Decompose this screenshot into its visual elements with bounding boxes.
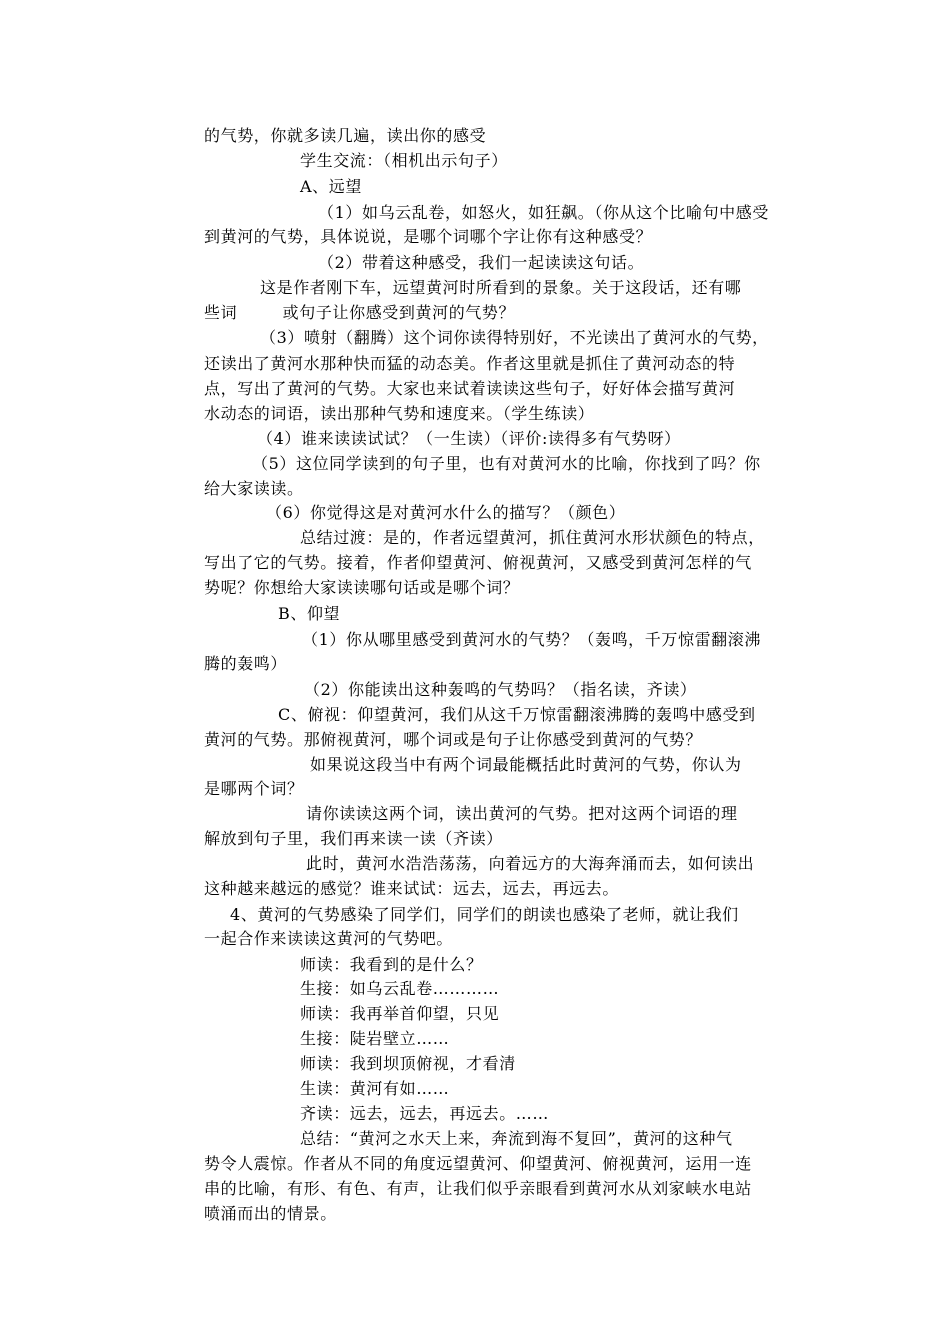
text-line: 总结：“黄河之水天上来，奔流到海不复回”，黄河的这种气 <box>300 1129 733 1148</box>
text-line: 学生交流：（相机出示句子） <box>300 151 508 170</box>
text-line: 喷涌而出的情景。 <box>204 1204 337 1223</box>
text-line: 写出了它的气势。接着，作者仰望黄河、俯视黄河，又感受到黄河怎样的气 <box>204 553 752 572</box>
text-line: 是哪两个词？ <box>204 779 304 798</box>
dialogue-line: 齐读：远去，远去，再远去。…… <box>300 1104 550 1123</box>
text-line: 到黄河的气势，具体说说，是哪个词哪个字让你有这种感受？ <box>204 227 653 246</box>
section-heading: C、俯视：仰望黄河，我们从这千万惊雷翻滚沸腾的轰鸣中感受到 <box>278 705 756 724</box>
text-line: 势令人震惊。作者从不同的角度远望黄河、仰望黄河、俯视黄河，运用一连 <box>204 1154 752 1173</box>
text-line: 点，写出了黄河的气势。大家也来试着读读这些句子，好好体会描写黄河 <box>204 379 736 398</box>
text-line: （5）这位同学读到的句子里，也有对黄河水的比喻，你找到了吗？你 <box>252 454 761 473</box>
text-line: （1）如乌云乱卷，如怒火，如狂飙。（你从这个比喻句中感受 <box>318 203 769 222</box>
text-line: 些词 或句子让你感受到黄河的气势？ <box>204 303 516 322</box>
text-line: 还读出了黄河水那种快而猛的动态美。作者这里就是抓住了黄河动态的特 <box>204 354 736 373</box>
text-line: （2）你能读出这种轰鸣的气势吗？（指名读，齐读） <box>304 680 697 699</box>
text-line: 的气势，你就多读几遍，读出你的感受 <box>204 126 487 145</box>
text-line: 如果说这段当中有两个词最能概括此时黄河的气势，你认为 <box>310 755 742 774</box>
section-heading: B、仰望 <box>278 604 341 623</box>
dialogue-line: 师读：我到坝顶俯视，才看清 <box>300 1054 516 1073</box>
text-line: 这是作者刚下车，远望黄河时所看到的景象。关于这段话，还有哪 <box>260 278 742 297</box>
dialogue-line: 生读：黄河有如…… <box>300 1079 450 1098</box>
text-line: 腾的轰鸣） <box>204 654 288 673</box>
text-line: （6）你觉得这是对黄河水什么的描写？（颜色） <box>266 503 626 522</box>
text-line: 给大家读读。 <box>204 479 304 498</box>
text-line: 水动态的词语，读出那种气势和速度来。（学生练读） <box>204 404 595 423</box>
text-line: 一起合作来读读这黄河的气势吧。 <box>204 929 454 948</box>
text-line: （3）喷射（翻腾）这个词你读得特别好，不光读出了黄河水的气势， <box>260 328 769 347</box>
dialogue-line: 师读：我看到的是什么？ <box>300 955 483 974</box>
section-heading: A、远望 <box>300 177 362 196</box>
dialogue-line: 师读：我再举首仰望，只见 <box>300 1004 500 1023</box>
text-line: 此时，黄河水浩浩荡荡，向着远方的大海奔涌而去，如何读出 <box>306 854 755 873</box>
text-line: 串的比喻，有形、有色、有声，让我们似乎亲眼看到黄河水从刘家峡水电站 <box>204 1179 752 1198</box>
text-line: 请你读读这两个词，读出黄河的气势。把对这两个词语的理 <box>306 804 738 823</box>
text-line: 黄河的气势。那俯视黄河，哪个词或是句子让你感受到黄河的气势？ <box>204 730 703 749</box>
text-line: 解放到句子里，我们再来读一读（齐读） <box>204 829 503 848</box>
text-line: 总结过渡：是的，作者远望黄河，抓住黄河水形状颜色的特点， <box>300 528 765 547</box>
text-line: （2）带着这种感受，我们一起读读这句话。 <box>318 253 645 272</box>
text-line: 势呢？你想给大家读读哪句话或是哪个词？ <box>204 578 520 597</box>
text-line: 4、黄河的气势感染了同学们，同学们的朗读也感染了老师，就让我们 <box>230 905 739 924</box>
text-line: （1）你从哪里感受到黄河水的气势？（轰鸣，千万惊雷翻滚沸 <box>302 630 761 649</box>
dialogue-line: 生接：陡岩壁立…… <box>300 1029 450 1048</box>
dialogue-line: 生接：如乌云乱卷………… <box>300 979 500 998</box>
text-line: 这种越来越远的感觉？谁来试试：远去，远去，再远去。 <box>204 879 620 898</box>
text-line: （4）谁来读读试试？（一生读）（评价:读得多有气势呀） <box>257 429 681 448</box>
